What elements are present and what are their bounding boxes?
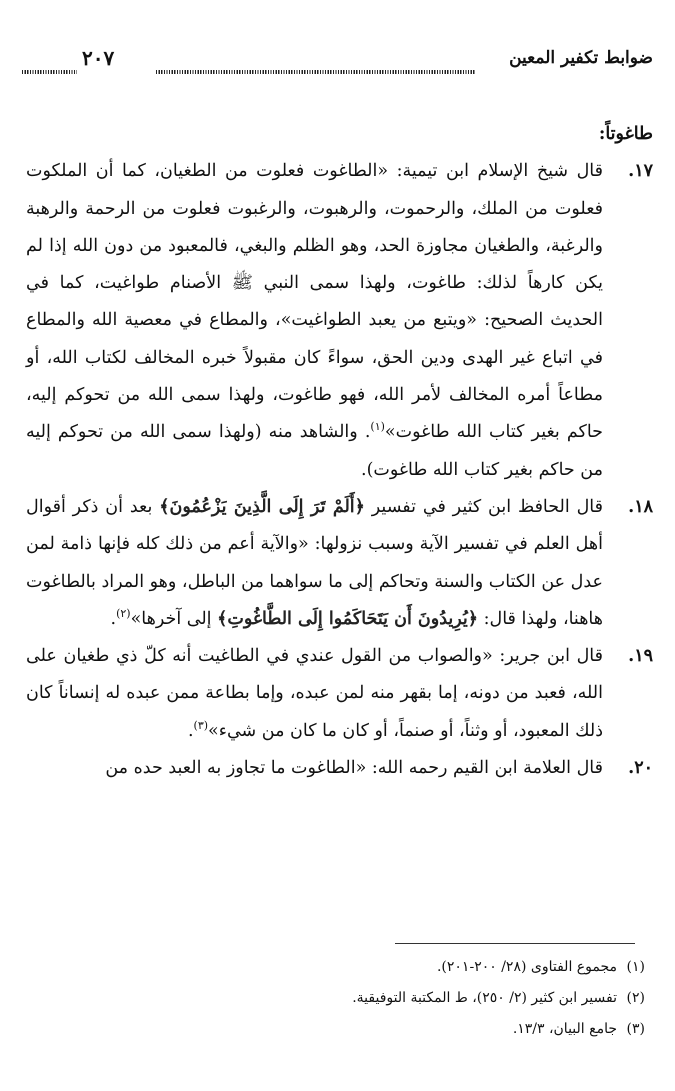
footnote-text: جامع البيان، ١٣/٣.	[512, 1021, 617, 1037]
paragraph-19	[26, 638, 653, 750]
footnote	[40, 952, 645, 983]
paragraph-text: قال شيخ الإسلام ابن تيمية: «الطاغوت فعلوت من الطغيان، كما أن الملكوت فعلوت من الملك، والرحموت، والرهبوت، والرغبوت فعلوت من الرحمة والرهبة والرغبة، والطغيان مجاوزة الحد، وهو الظلم والبغي، فالمعبود من دون الله إذا لم يكن كارهاً لذلك: طاغوت، ولهذا سمى النبي ﷺ الأصنام طواغيت، كما في الحديث الصحيح: «ويتبع من يعبد الطواغيت»، والمطاع في معصية الله والمطاع في اتباع غير الهدى ودين الحق، سواءً كان مقبولاً خبره المخالف لكتاب الله، أو مطاعاً أمره المخالف لأمر الله، فهو طاغوت، ولهذا سمى الله من تحوكم إليه، حاكم بغير كتاب الله طاغوت»	[26, 161, 603, 443]
paragraph-18	[26, 489, 653, 638]
header-rule	[156, 70, 475, 74]
quran-verse: ﴿أَلَمْ تَرَ إِلَى الَّذِينَ يَزْعُمُونَ﴾	[159, 496, 365, 517]
page-header	[22, 48, 653, 90]
page-number: ٢٠٧	[82, 46, 115, 70]
item-number: ١٩.	[628, 646, 653, 667]
footnote	[40, 983, 645, 1014]
footnote-text: تفسير ابن كثير (٢/ ٢٥٠)، ط المكتبة التوفيقية.	[352, 990, 617, 1006]
paragraph-17	[26, 153, 653, 489]
footnote-separator	[395, 943, 635, 944]
footnotes	[40, 952, 645, 1045]
paragraph-20	[26, 750, 653, 787]
paragraph-text: قال العلامة ابن القيم رحمه الله: «الطاغوت ما تجاوز به العبد حده من	[105, 758, 603, 779]
running-title: ضوابط تكفير المعين	[509, 48, 653, 68]
intro-line: طاغوتاً:	[598, 124, 653, 144]
footnote	[40, 1014, 645, 1045]
paragraph-tail: .	[187, 720, 194, 741]
footnote-label: (٣)	[626, 1021, 645, 1037]
paragraph-tail: .	[110, 608, 117, 629]
paragraph-text: قال ابن جرير: «والصواب من القول عندي في الطاغيت أنه كلّ ذي طغيان على الله، فعبد من دونه، إما بقهر منه لمن عبده، وإما بطاعة ممن عبده له إنساناً كان ذلك المعبود، أو وثناً، أو صنماً، أو كان ما كان من شيء»	[26, 646, 603, 741]
footnote-marker: (٣)	[193, 718, 209, 732]
paragraph-text: قال الحافظ ابن كثير في تفسير	[364, 496, 604, 517]
footnote-marker: (١)	[370, 420, 385, 434]
footnote-label: (١)	[626, 959, 645, 975]
quran-verse: ﴿يُرِيدُونَ أَن يَتَحَاكَمُوا إِلَى الطَّاغُوتِ﴾	[217, 608, 479, 629]
footnote-label: (٢)	[626, 990, 645, 1006]
item-number: ١٨.	[628, 496, 653, 517]
header-rule-left	[22, 70, 77, 74]
main-text	[26, 116, 653, 787]
paragraph-text: إلى آخرها»	[130, 608, 218, 629]
item-number: ٢٠.	[628, 758, 653, 779]
footnote-marker: (٢)	[116, 607, 131, 621]
paragraph-text: بعد أن ذكر أقوال أهل العلم في تفسير الآية وسبب نزولها: «والآية أعم من ذلك كله فإنها ذامة لمن عدل عن الكتاب والسنة وتحاكم إلى ما سواهما من الباطل، وهو المراد بالطاغوت هاهنا، ولهذا قال:	[26, 496, 603, 629]
paragraph-tail: . والشاهد منه (ولهذا سمى الله من تحوكم إليه من حاكم بغير كتاب الله طاغوت).	[26, 422, 603, 480]
footnote-text: مجموع الفتاوى (٢٨/ ٢٠٠-٢٠١).	[436, 959, 617, 975]
item-number: ١٧.	[628, 161, 653, 182]
